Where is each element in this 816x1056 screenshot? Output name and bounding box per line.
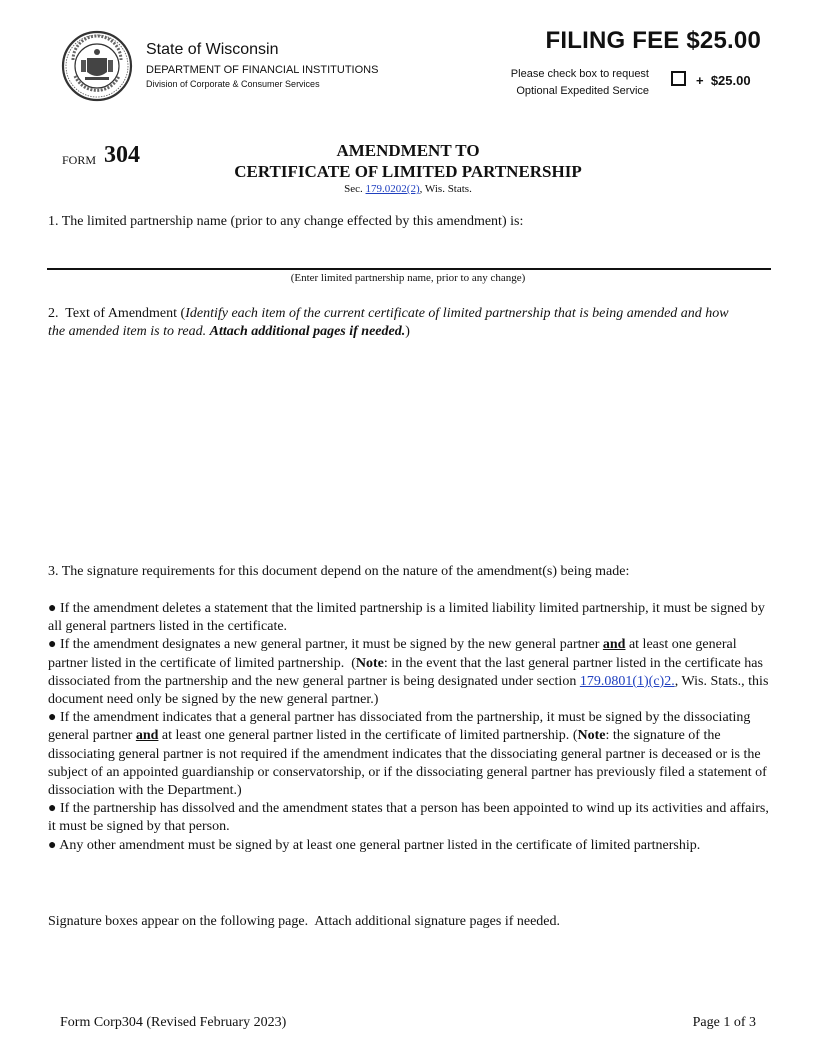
footer-page-number: Page 1 of 3 bbox=[692, 1015, 756, 1030]
item-1-prompt: 1. The limited partnership name (prior to any change effected by this amendment) is: bbox=[48, 214, 524, 229]
list-item bbox=[48, 837, 770, 855]
filing-fee: FILING FEE $25.00 bbox=[545, 27, 761, 54]
item-2-lead: 2. Text of Amendment ( bbox=[48, 306, 186, 321]
department-name: DEPARTMENT OF FINANCIAL INSTITUTIONS bbox=[146, 64, 379, 76]
division-name: Division of Corporate & Consumer Services bbox=[146, 79, 320, 89]
requirement-new-partner-text-2: at least one general partner listed in the certificate of limited partnership. ( bbox=[48, 637, 741, 671]
requirement-dissociation-note: : the signature of the dissociating general partner is not required if the amendment indicates that the dissociating general partner is deceased or is the subject of an appointed guardianship or conservatorship, or if the dissociating general partner has previously filed a statement of dissociation with the Department.) bbox=[48, 728, 767, 799]
emphasis-and: and bbox=[602, 637, 626, 653]
paren-open: ( bbox=[572, 728, 578, 744]
section-179-0801-link[interactable]: 179.0801(1)(c)2. bbox=[579, 673, 675, 689]
note-label: Note bbox=[577, 728, 606, 744]
expedited-service-checkbox[interactable] bbox=[671, 71, 686, 86]
partnership-name-caption: (Enter limited partnership name, prior to any change) bbox=[290, 272, 526, 284]
statute-link[interactable]: 179.0202(2) bbox=[365, 183, 420, 195]
footer-form-id: Form Corp304 (Revised February 2023) bbox=[60, 1015, 287, 1030]
item-3-prompt: 3. The signature requirements for this document depend on the nature of the amendment(s) being made: bbox=[48, 564, 630, 579]
signature-requirements-list bbox=[48, 600, 770, 855]
requirement-new-partner-text: If the amendment designates a new general partner, it must be signed by the new general partner bbox=[59, 637, 600, 653]
statute-prefix: Sec. bbox=[344, 183, 363, 195]
requirement-new-partner-note-end: , Wis. Stats., this document need only be signed by the new general partner.) bbox=[48, 673, 769, 708]
item-2-tail: ) bbox=[405, 324, 410, 340]
requirement-other: Any other amendment must be signed by at least one general partner listed in the certificate of limited partnership. bbox=[59, 837, 701, 853]
requirement-new-partner-note: : in the event that the last general partner listed in the certificate has dissociated from the partnership and the new general partner is being designated under section bbox=[48, 655, 763, 689]
list-item bbox=[48, 600, 770, 636]
agency-name: State of Wisconsin bbox=[146, 41, 279, 58]
bullet: ● bbox=[48, 801, 57, 817]
expedite-line-2: Optional Expedited Service bbox=[516, 85, 649, 97]
list-item bbox=[48, 636, 770, 709]
form-label: FORM bbox=[62, 153, 97, 167]
requirement-wind-up: If the partnership has dissolved and the amendment states that a person has been appointed to wind up its activities and affairs, it must be signed by that person. bbox=[48, 801, 769, 835]
expedite-line-1: Please check box to request bbox=[510, 68, 649, 80]
bullet: ● bbox=[48, 837, 57, 853]
state-seal-icon bbox=[61, 30, 133, 102]
statute-reference bbox=[0, 183, 816, 195]
statute-suffix: , Wis. Stats. bbox=[419, 183, 472, 195]
list-item bbox=[48, 800, 770, 836]
list-item bbox=[48, 709, 770, 800]
expedite-instructions bbox=[511, 66, 649, 100]
form-title-line-1: AMENDMENT TO bbox=[336, 141, 480, 160]
signature-boxes-note: Signature boxes appear on the following page. Attach additional signature pages if needed. bbox=[48, 914, 561, 929]
item-2-instructions: Identify each item of the current certificate of limited partnership that is being amended and how the amended item is to read. bbox=[48, 306, 729, 340]
requirement-dissociation-text-2: at least one general partner listed in the certificate of limited partnership. bbox=[161, 728, 570, 744]
expedite-fee: + $25.00 bbox=[696, 73, 751, 88]
form-title-line-2: CERTIFICATE OF LIMITED PARTNERSHIP bbox=[234, 162, 582, 181]
requirement-dissociation-text: If the amendment indicates that a general partner has dissociated from the partnership, it must be signed by the dissociating general partner bbox=[48, 710, 751, 744]
amendment-text-area[interactable] bbox=[48, 345, 770, 545]
emphasis-and: and bbox=[135, 728, 159, 744]
item-2-text-of-amendment bbox=[48, 305, 748, 341]
bullet: ● bbox=[48, 601, 57, 616]
bullet: ● bbox=[48, 710, 57, 726]
bullet: ● bbox=[48, 637, 57, 653]
note-label: Note bbox=[355, 655, 384, 671]
form-number: 304 bbox=[104, 142, 140, 168]
requirement-llp-deletion: If the amendment deletes a statement that the limited partnership is a limited liability limited partnership, it must be signed by all general partners listed in the certificate. bbox=[48, 601, 765, 635]
partnership-name-line bbox=[47, 268, 771, 270]
item-2-attach-note: Attach additional pages if needed. bbox=[209, 324, 406, 340]
